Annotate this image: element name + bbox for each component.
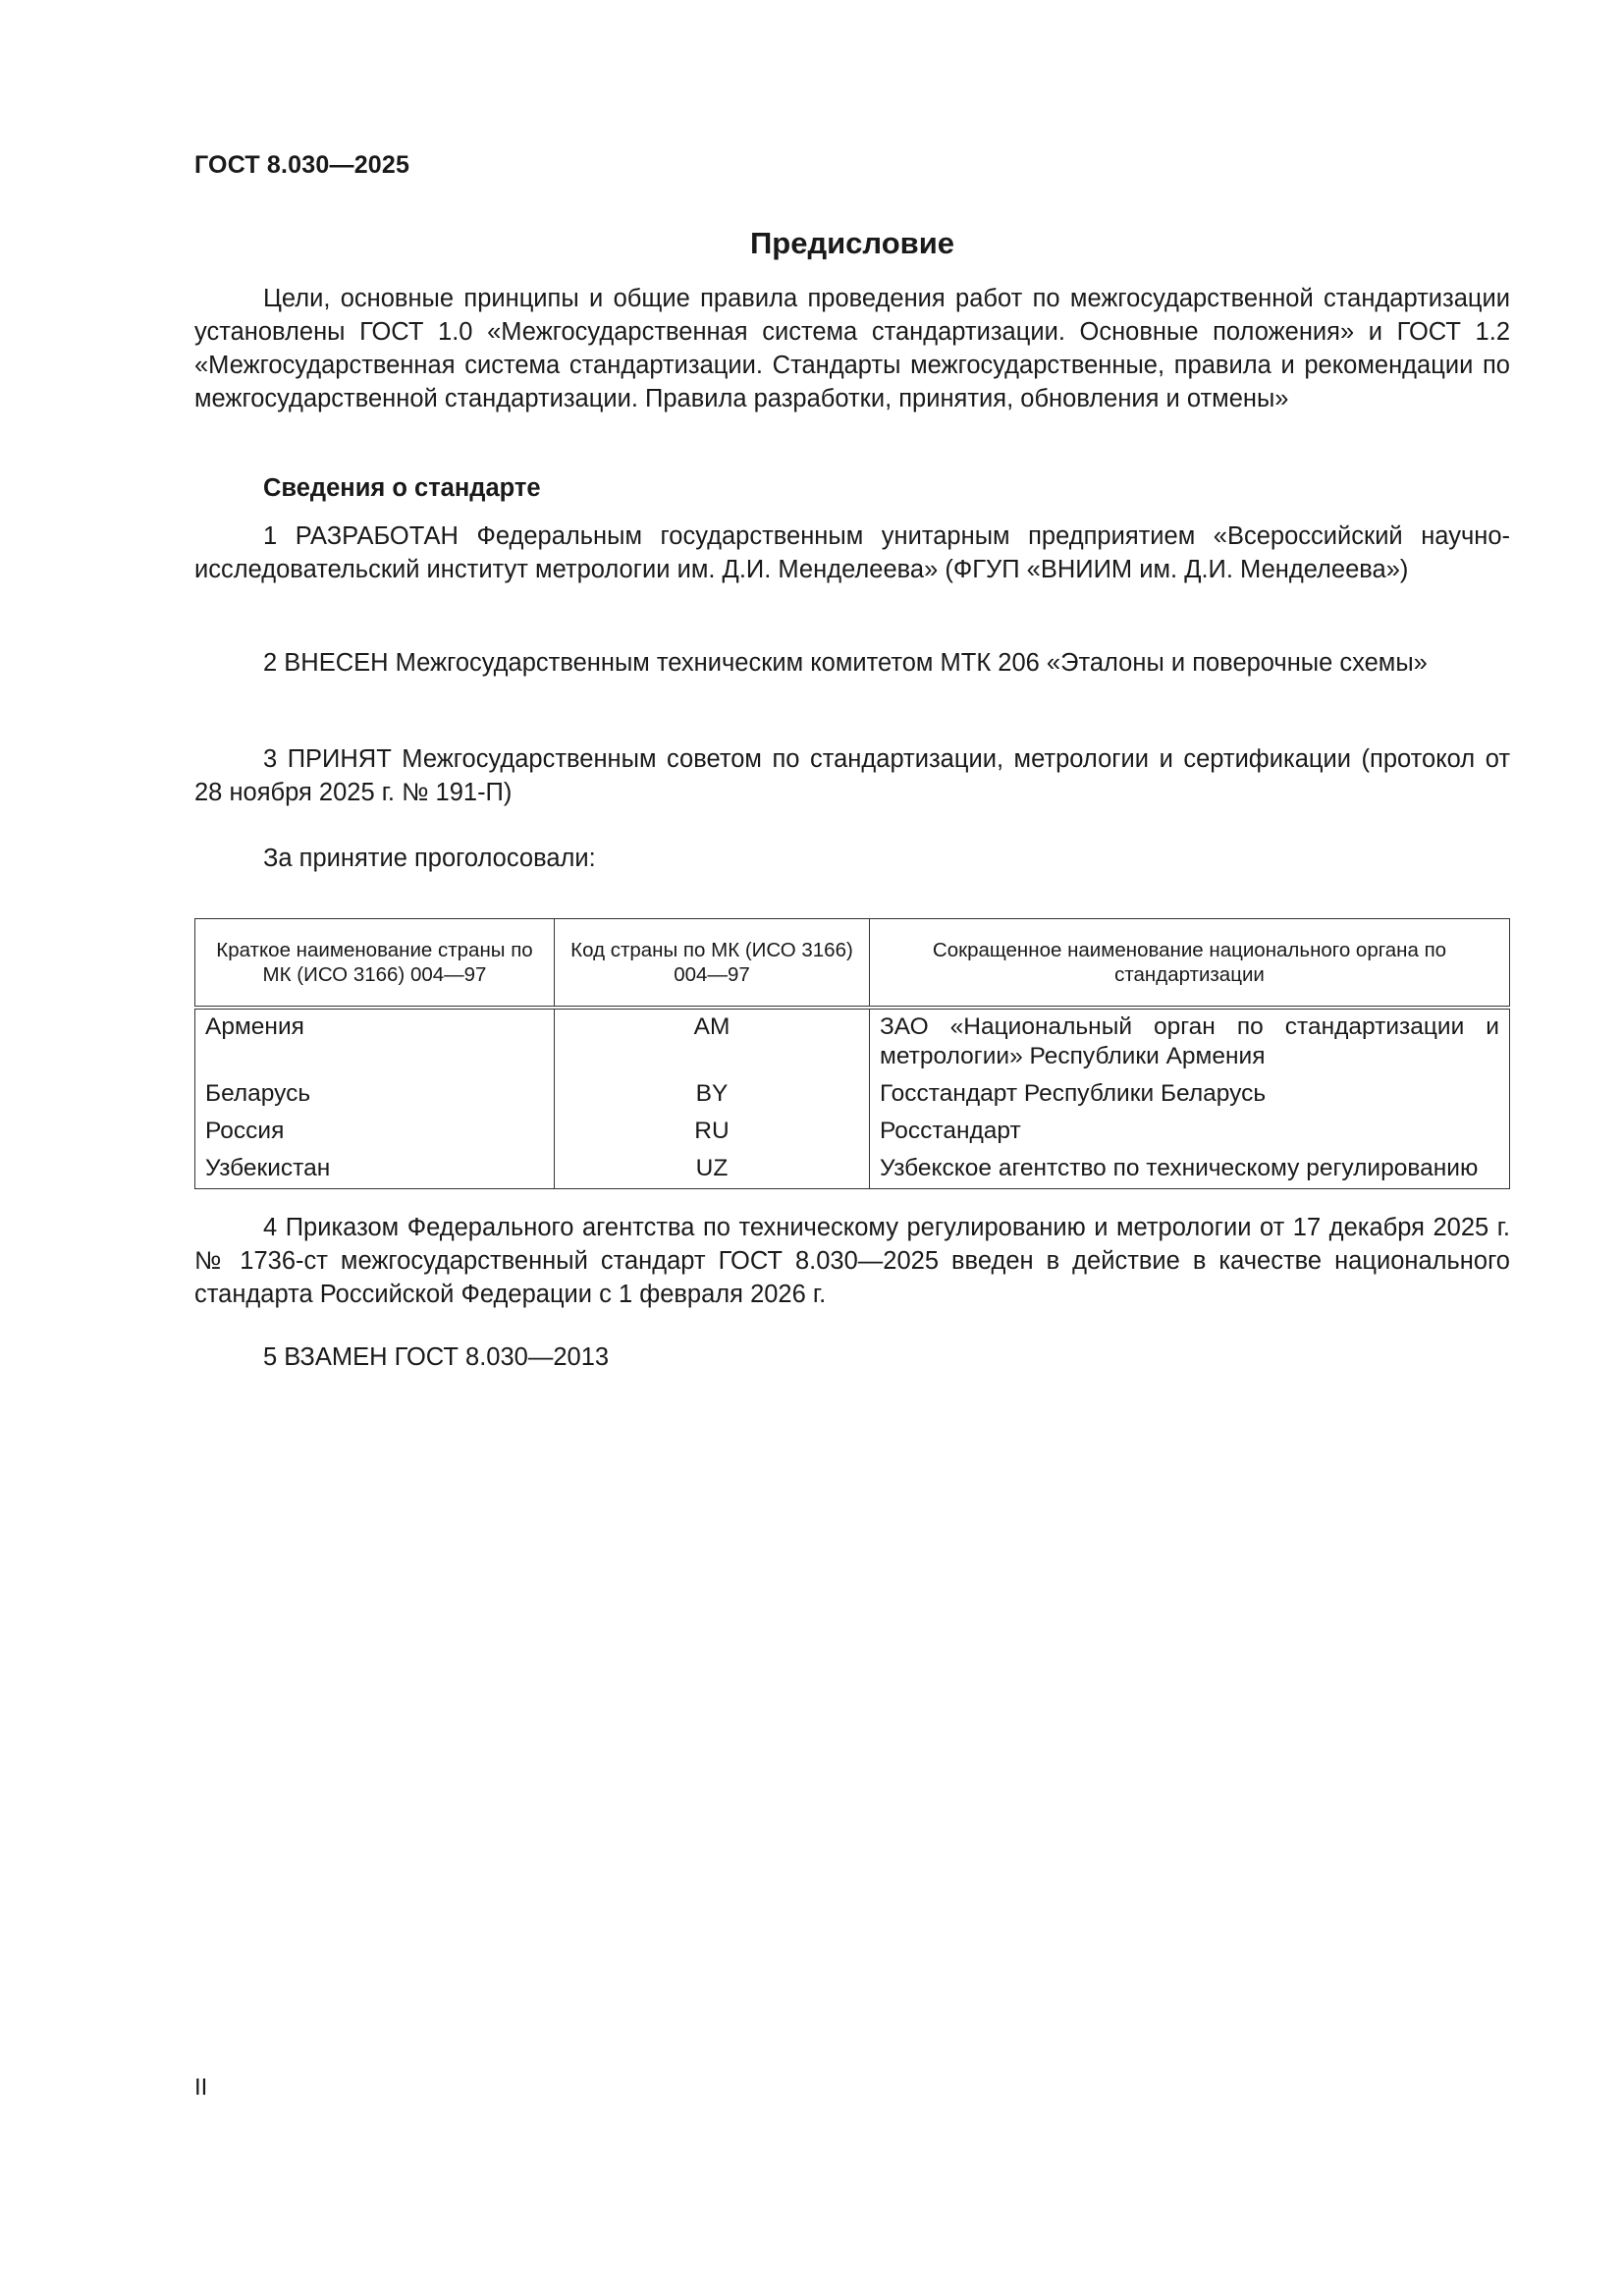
voted-label: За принятие проголосовали: <box>263 845 596 872</box>
page-title: Предисловие <box>749 226 954 260</box>
intro-block <box>194 282 1510 415</box>
intro-paragraph: Цели, основные принципы и общие правила проведения работ по межгосударственной стандартизации установлены ГОСТ 1.0 «Межгосударственная система стандартизации. Основные положения» и ГОСТ 1.2 «Межгосударственная система стандартизации. Стандарты межгосударственные, правила и рекомендации по межгосударственной стандартизации. Правила разработки, принятия, обновления и отмены» <box>194 285 1510 412</box>
cell-code: BY <box>555 1076 870 1114</box>
cell-org: Госстандарт Республики Беларусь <box>870 1076 1510 1114</box>
cell-country: Беларусь <box>195 1076 555 1114</box>
header-org: Сокращенное наименование национального органа по стандартизации <box>870 919 1510 1009</box>
section-subheading: Сведения о стандарте <box>263 474 541 502</box>
header-code: Код страны по МК (ИСО 3166) 004—97 <box>555 919 870 1009</box>
document-code: ГОСТ 8.030—2025 <box>194 151 410 179</box>
table-header-row <box>195 919 1510 1009</box>
cell-code: RU <box>555 1114 870 1151</box>
cell-org: Росстандарт <box>870 1114 1510 1151</box>
cell-code: UZ <box>555 1151 870 1189</box>
cell-country: Армения <box>195 1008 555 1076</box>
table-row <box>195 1076 1510 1114</box>
header-country: Краткое наименование страны по МК (ИСО 3166) 004—97 <box>195 919 555 1009</box>
item-adopted: 3 ПРИНЯТ Межгосударственным советом по стандартизации, метрологии и сертификации (протокол от 28 ноября 2025 г. № 191-П) <box>194 745 1510 806</box>
item-developed: 1 РАЗРАБОТАН Федеральным государственным унитарным предприятием «Всероссийский научно-исследовательский институт метрологии им. Д.И. Менделеева» (ФГУП «ВНИИМ им. Д.И. Менделеева») <box>194 522 1510 583</box>
cell-code: AM <box>555 1008 870 1076</box>
table-row <box>195 1008 1510 1076</box>
cell-country: Узбекистан <box>195 1151 555 1189</box>
table-row <box>195 1114 1510 1151</box>
item-order: 4 Приказом Федерального агентства по техническому регулированию и метрологии от 17 декабря 2025 г. № 1736-ст межгосударственный стандарт ГОСТ 8.030—2025 введен в действие в качестве национального стандарта Российской Федерации с 1 февраля 2026 г. <box>194 1214 1510 1308</box>
voting-table <box>194 918 1510 1189</box>
page-number: II <box>194 2074 208 2101</box>
cell-country: Россия <box>195 1114 555 1151</box>
item-replaces: 5 ВЗАМЕН ГОСТ 8.030—2013 <box>263 1343 610 1371</box>
item-introduced: 2 ВНЕСЕН Межгосударственным техническим комитетом МТК 206 «Эталоны и поверочные схемы» <box>263 649 1428 677</box>
table-row <box>195 1151 1510 1189</box>
cell-org: Узбекское агентство по техническому регулированию <box>870 1151 1510 1189</box>
cell-org: ЗАО «Национальный орган по стандартизации и метрологии» Республики Армения <box>870 1008 1510 1076</box>
